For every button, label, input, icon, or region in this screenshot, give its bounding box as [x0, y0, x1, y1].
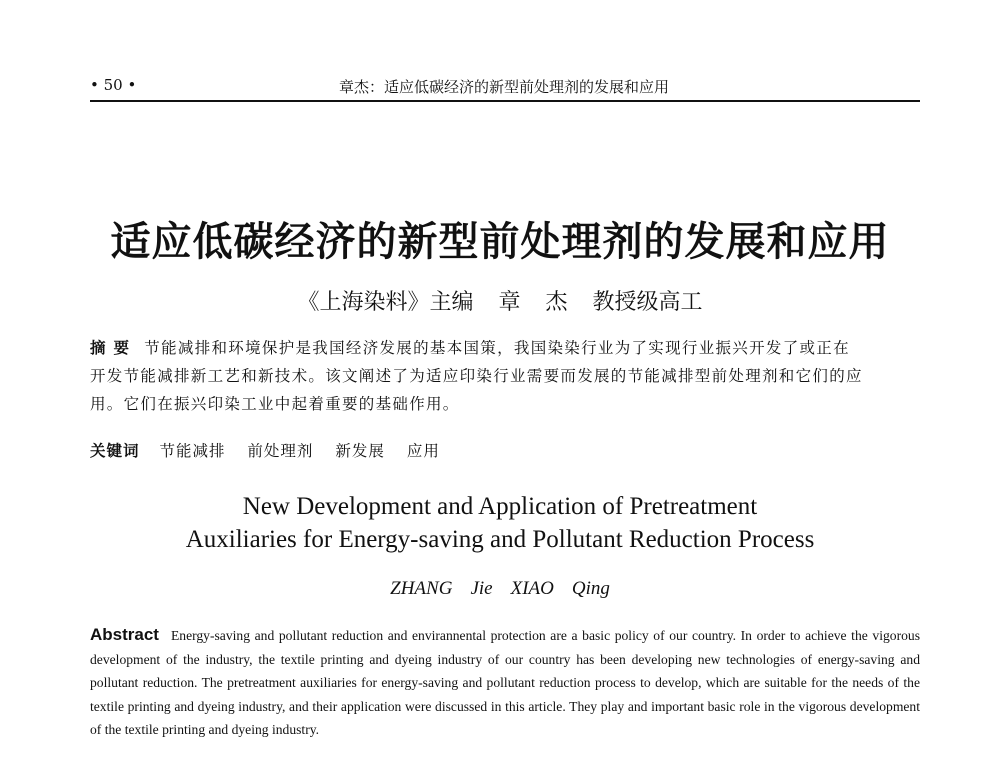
- running-title: 章杰：适应低碳经济的新型前处理剂的发展和应用: [338, 78, 669, 96]
- author-given-name: Qing: [571, 578, 610, 599]
- keyword-item: 前处理剂: [247, 442, 314, 460]
- running-header: [90, 76, 918, 98]
- english-abstract-label: Abstract: [90, 625, 159, 644]
- byline: [60, 285, 940, 316]
- english-title-line: Auxiliaries for Energy-saving and Pollutant Reduction Process: [185, 526, 815, 553]
- keyword-item: 应用: [406, 442, 440, 460]
- chinese-abstract-line: 用。它们在振兴印染工业中起着重要的基础作用。: [90, 395, 460, 413]
- article-title: 适应低碳经济的新型前处理剂的发展和应用: [110, 218, 890, 265]
- chinese-abstract-label: 摘 要: [90, 338, 131, 357]
- author-surname: ZHANG: [390, 578, 453, 599]
- english-abstract: [90, 623, 920, 742]
- byline-position: 教授级高工: [592, 290, 703, 315]
- keyword-item: 新发展: [335, 442, 385, 460]
- chinese-abstract-line: 节能减排和环境保护是我国经济发展的基本国策，我国染染行业为了实现行业振兴开发了或正在: [144, 339, 850, 357]
- author-surname: XIAO: [510, 578, 554, 599]
- english-abstract-text: Energy-saving and pollutant reduction and envirannental protection are a basic policy of our country. In order to achieve the vigorous development of the industry, the textile printing and dyeing industry of our country has been developing new technologies of energy-saving and pollutant reduction. The pretreatment auxiliaries for energy-saving and pollutant reduction process to develop, which are suitable for the needs of the textile printing and dyeing industry, and their application were discussed in this article. They play and important basic role in the vigorous development of the textile printing and dyeing industry.: [90, 628, 920, 737]
- chinese-abstract: [90, 334, 920, 418]
- chinese-abstract-line: 开发节能减排新工艺和新技术。该文阐述了为适应印染行业需要而发展的节能减排型前处理剂和它们的应: [90, 367, 863, 385]
- byline-surname: 章: [498, 290, 521, 315]
- english-title: [60, 490, 940, 556]
- author-given-name: Jie: [470, 578, 493, 599]
- byline-journal: 《上海染料》主编: [297, 290, 474, 315]
- keywords: [90, 439, 920, 461]
- keyword-item: 节能减排: [159, 442, 226, 460]
- english-title-line: New Development and Application of Pretreatment: [242, 493, 758, 520]
- byline-given-name: 杰: [545, 290, 568, 315]
- keywords-label: 关键词: [90, 441, 140, 460]
- authors: [60, 578, 940, 600]
- header-rule: [90, 100, 920, 102]
- page-number: • 50 •: [90, 76, 137, 94]
